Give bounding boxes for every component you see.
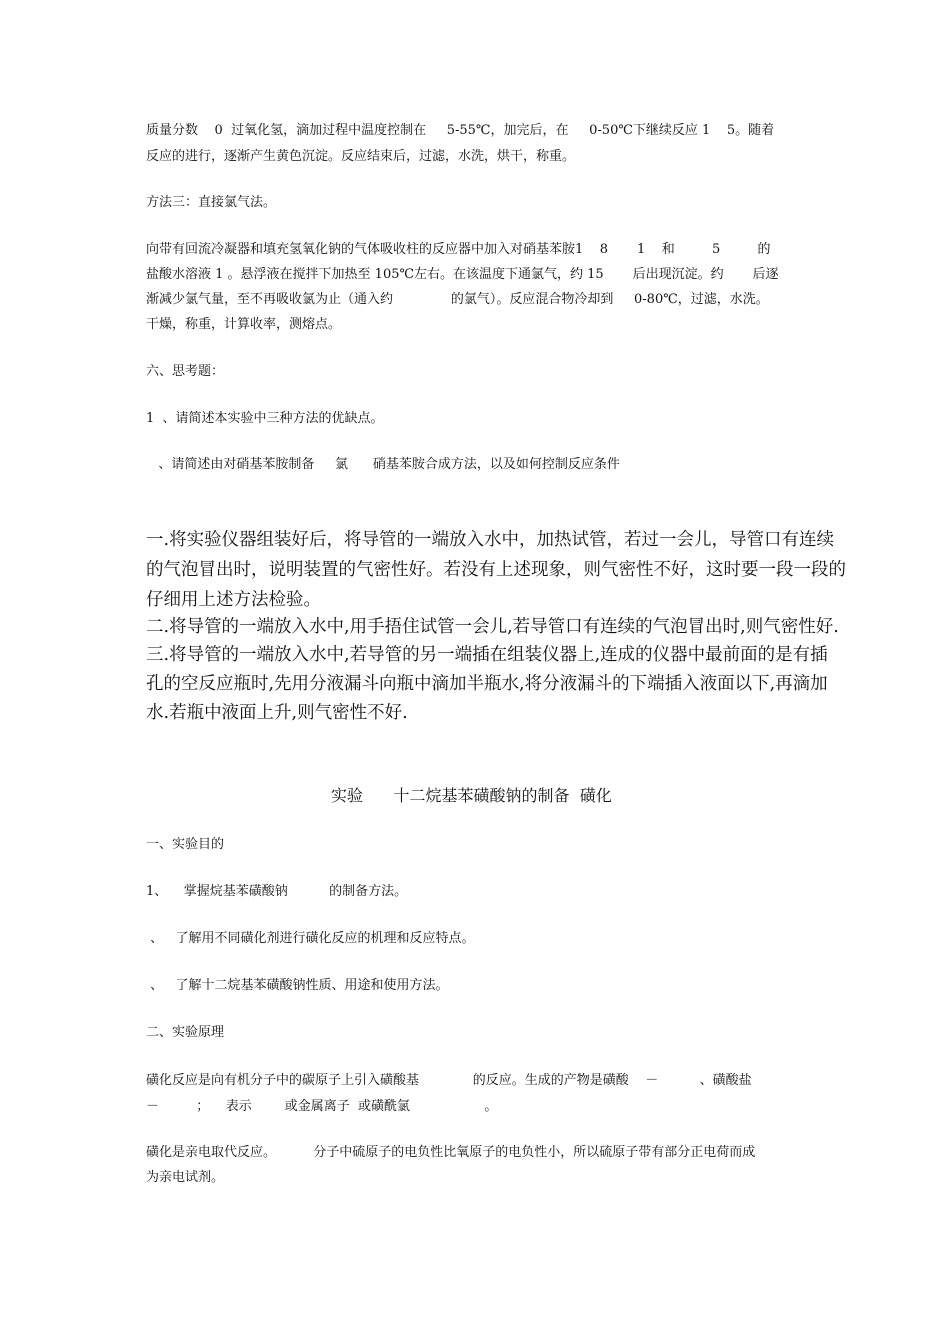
paragraph-line: 反应的进行，逐渐产生黄色沉淀。反应结束后，过滤，水洗，烘干，称重。 xyxy=(146,149,576,164)
list-item: 、 了解用不同磺化剂进行磺化反应的机理和反应特点。 xyxy=(146,931,475,946)
list-item: 、 了解十二烷基苯磺酸钠性质、用途和使用方法。 xyxy=(146,978,449,993)
paragraph-line: 二.将导管的一端放入水中,用手捂住试管一会儿,若导管口有连续的气泡冒出时,则气密性好. xyxy=(146,617,839,637)
paragraph-line: 磺化是亲电取代反应。 分子中硫原子的电负性比氧原子的电负性小，所以硫原子带有部分正电荷而成 xyxy=(146,1145,756,1160)
section-heading: 六、思考题： xyxy=(146,364,225,379)
paragraph-line: 仔细用上述方法检验。 xyxy=(146,590,321,610)
paragraph-line: 三.将导管的一端放入水中,若导管的另一端插在组装仪器上,连成的仪器中最前面的是有插 xyxy=(146,645,828,665)
paragraph-line: 干燥，称重，计算收率，测熔点。 xyxy=(146,317,342,332)
paragraph-line: 盐酸水溶液 1 。悬浮液在搅拌下加热至 105℃左右。在该温度下通氯气，约 15 后出现沉淀。约 后逐 xyxy=(146,267,779,282)
paragraph-line: 一.将实验仪器组装好后，将导管的一端放入水中，加热试管，若过一会儿，导管口有连续 xyxy=(146,530,835,550)
paragraph-line: 的气泡冒出时，说明装置的气密性好。若没有上述现象，则气密性不好，这时要一段一段的 xyxy=(146,560,846,580)
paragraph-line: － ； 表示 或金属离子 或磺酰氯 。 xyxy=(146,1099,498,1114)
section-heading: 一、实验目的 xyxy=(146,837,225,852)
paragraph-line: 孔的空反应瓶时,先用分液漏斗向瓶中滴加半瓶水,将分液漏斗的下端插入液面以下,再滴加 xyxy=(146,674,828,694)
paragraph-line: 质量分数 0 过氧化氢，滴加过程中温度控制在 5-55℃，加完后，在 0-50℃下继续反应 1 5。随着 xyxy=(146,123,775,138)
list-item: 1、 掌握烷基苯磺酸钠 的制备方法。 xyxy=(146,884,408,899)
question-item: 1 、请简述本实验中三种方法的优缺点。 xyxy=(146,411,384,426)
paragraph-line: 磺化反应是向有机分子中的碳原子上引入磺酸基 的反应。生成的产物是磺酸 － 、磺酸盐 xyxy=(146,1073,752,1088)
paragraph-line: 渐减少氯气量，至不再吸收氯为止（通入约 的氯气）。反应混合物冷却到 0-80℃，过滤，水洗。 xyxy=(146,292,769,307)
experiment-title: 实验 十二烷基苯磺酸钠的制备 磺化 xyxy=(331,786,612,805)
paragraph-line: 为亲电试剂。 xyxy=(146,1170,225,1185)
question-item: 、请简述由对硝基苯胺制备 氯 硝基苯胺合成方法，以及如何控制反应条件 xyxy=(146,457,620,472)
paragraph-line: 向带有回流冷凝器和填充氢氧化钠的气体吸收柱的反应器中加入对硝基苯胺1 8 1 和 5 的 xyxy=(146,242,771,257)
section-heading: 方法三：直接氯气法。 xyxy=(146,195,277,210)
paragraph-line: 水.若瓶中液面上升,则气密性不好. xyxy=(146,703,408,723)
section-heading: 二、实验原理 xyxy=(146,1025,225,1040)
